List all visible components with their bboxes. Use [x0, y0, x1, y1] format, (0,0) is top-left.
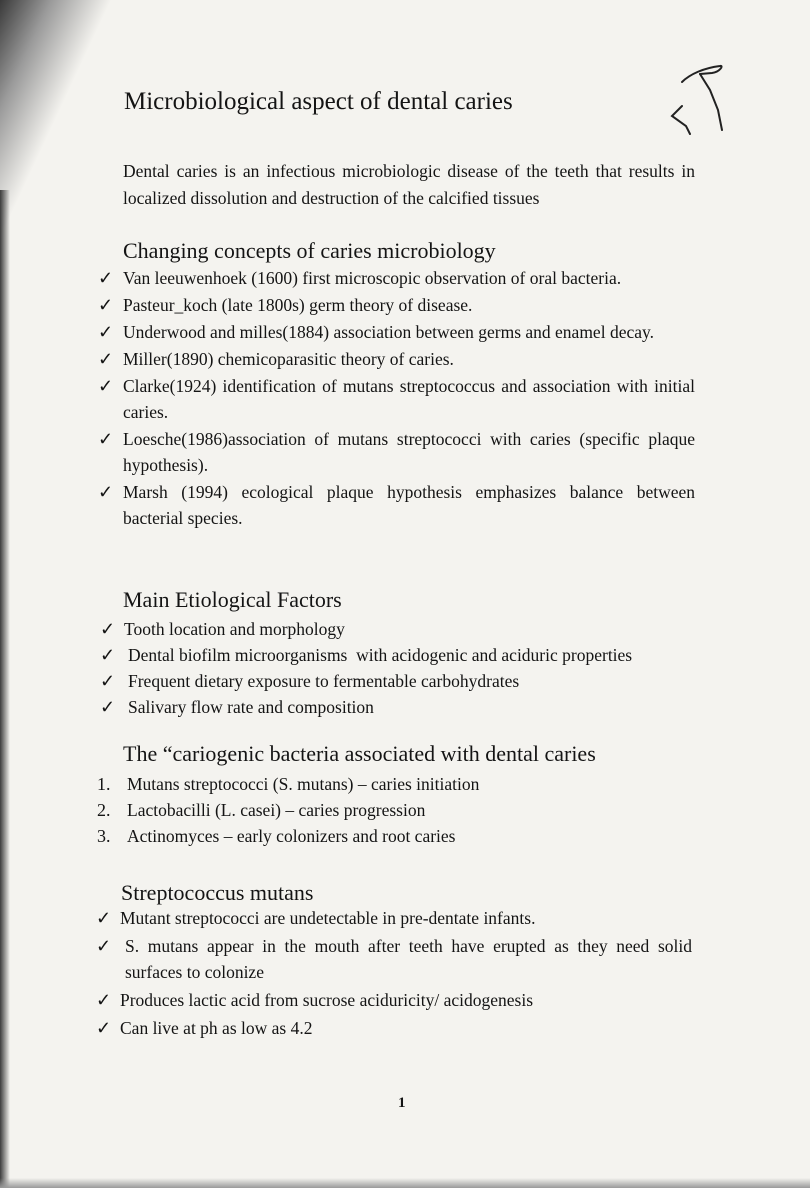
concepts-list — [0, 265, 810, 532]
cariogenic-list — [0, 771, 810, 849]
check-icon: ✓ — [96, 908, 112, 928]
check-icon: ✓ — [98, 322, 114, 342]
page-title: Microbiological aspect of dental caries — [124, 88, 513, 115]
list-item: ✓ Van leeuwenhoek (1600) first microscopic observation of oral bacteria. — [0, 265, 810, 291]
list-number: 2. — [97, 800, 111, 820]
section-heading-mutans: Streptococcus mutans — [121, 880, 314, 905]
scan-bottom-edge — [0, 1178, 810, 1188]
list-item: ✓ Produces lactic acid from sucrose aciduricity/ acidogenesis — [0, 987, 810, 1013]
check-icon: ✓ — [98, 376, 114, 396]
check-icon: ✓ — [100, 697, 116, 717]
check-icon: ✓ — [100, 619, 116, 639]
check-icon: ✓ — [96, 936, 112, 956]
list-item: ✓ Loesche(1986)association of mutans streptococci with caries (specific plaque hypothesis). — [0, 426, 810, 478]
list-number: 3. — [97, 826, 111, 846]
list-item: ✓ Underwood and milles(1884) association between germs and enamel decay. — [0, 319, 810, 345]
section-heading-concepts: Changing concepts of caries microbiology — [123, 238, 496, 263]
check-icon: ✓ — [98, 349, 114, 369]
section-heading-cariogenic: The “cariogenic bacteria associated with dental caries — [123, 741, 596, 766]
list-item: 1. Mutans streptococci (S. mutans) – caries initiation — [0, 771, 810, 797]
scan-edge-shadow — [0, 0, 120, 240]
list-item: 2. Lactobacilli (L. casei) – caries progression — [0, 797, 810, 823]
check-icon: ✓ — [98, 268, 114, 288]
list-item: ✓ Frequent dietary exposure to fermentable carbohydrates — [0, 668, 810, 694]
check-icon: ✓ — [100, 671, 116, 691]
list-item: ✓ Marsh (1994) ecological plaque hypothesis emphasizes balance between bacterial species. — [0, 479, 810, 531]
check-icon: ✓ — [98, 429, 114, 449]
intro-paragraph: Dental caries is an infectious microbiologic disease of the teeth that results in localized dissolution and destruction of the calcified tissues — [123, 161, 695, 208]
check-icon: ✓ — [96, 1018, 112, 1038]
list-item: ✓ Miller(1890) chemicoparasitic theory of caries. — [0, 346, 810, 372]
check-icon: ✓ — [98, 482, 114, 502]
list-item: ✓ Salivary flow rate and composition — [0, 694, 810, 720]
list-item: ✓ Mutant streptococci are undetectable in pre-dentate infants. — [0, 905, 810, 931]
etiology-list — [0, 616, 810, 720]
list-item: ✓ Pasteur_koch (late 1800s) germ theory of disease. — [0, 292, 810, 318]
page-number: 1 — [398, 1095, 406, 1111]
handwritten-mark-icon — [660, 60, 730, 140]
list-item: ✓ Clarke(1924) identification of mutans streptococcus and association with initial caries. — [0, 373, 810, 425]
list-item: ✓ S. mutans appear in the mouth after teeth have erupted as they need solid surfaces to colonize — [0, 933, 810, 985]
check-icon: ✓ — [98, 295, 114, 315]
list-number: 1. — [97, 774, 111, 794]
list-item: ✓ Tooth location and morphology — [0, 616, 810, 642]
list-item: ✓ Dental biofilm microorganisms with acidogenic and aciduric properties — [0, 642, 810, 668]
list-item: 3. Actinomyces – early colonizers and root caries — [0, 823, 810, 849]
section-heading-etiology: Main Etiological Factors — [123, 587, 342, 612]
check-icon: ✓ — [96, 990, 112, 1010]
list-item: ✓ Can live at ph as low as 4.2 — [0, 1015, 810, 1041]
check-icon: ✓ — [100, 645, 116, 665]
mutans-list — [0, 905, 810, 1041]
